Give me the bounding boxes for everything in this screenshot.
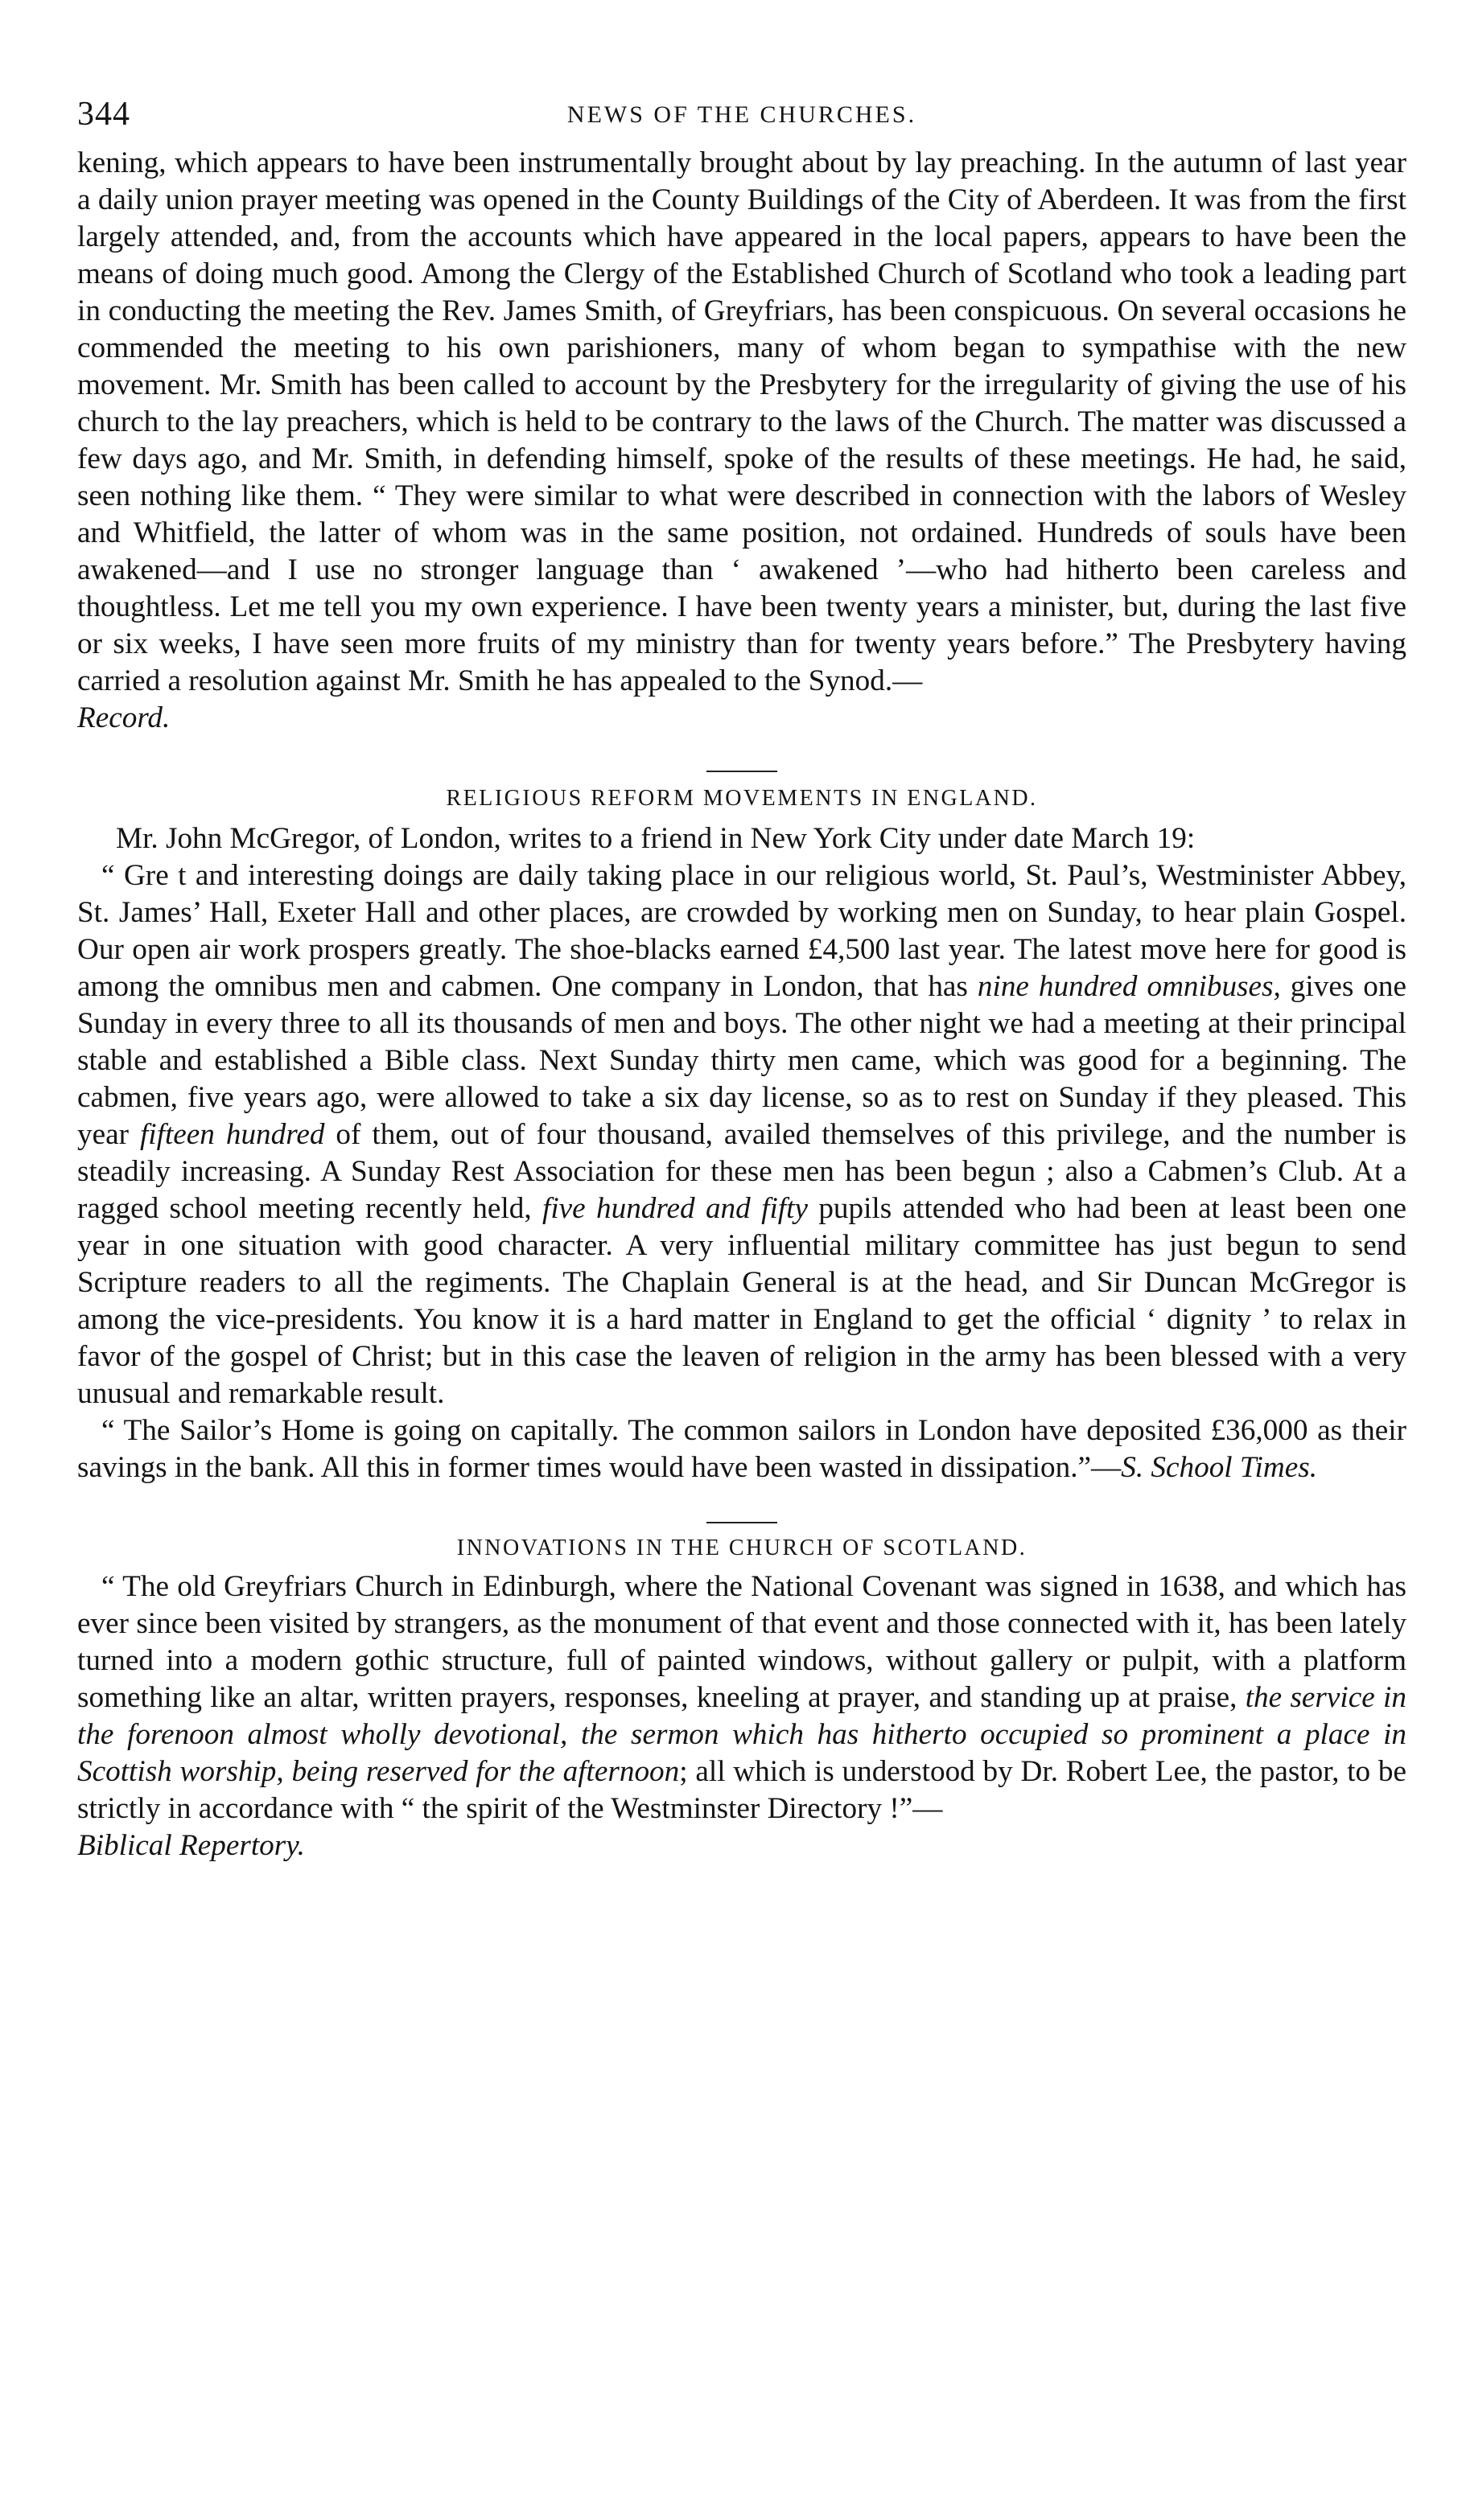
article-paragraph [77, 145, 1406, 737]
paragraph-text: ; all which is understood by Dr. Robert Lee, the pastor, to be strictly in accordance with “ the spirit of the Westminster Directory !”— [77, 1755, 1406, 1825]
page-header [77, 95, 1406, 143]
paragraph-text: “ Gre t and interesting doings are daily taking place in our religious world, St. Paul’s, Westminister Abbey, St. James’ Hall, Exeter Hall and other places, are crowded by working men on Sunday, to hear plain Gospel. Our open air work prospers greatly. The shoe-blacks earned £4,500 last year. The latest move here for good is among the omnibus men and cabmen. One company in London, that has [77, 859, 1406, 1003]
section-heading: RELIGIOUS REFORM MOVEMENTS IN ENGLAND. [446, 786, 1038, 811]
emphasis-text: five hundred and fifty [542, 1192, 808, 1225]
source-citation: Record. [77, 701, 171, 734]
source-citation: Biblical Repertory. [77, 1829, 305, 1862]
page-number: 344 [77, 96, 130, 133]
quoted-paragraph [77, 1568, 1406, 1864]
article-intro: Mr. John McGregor, of London, writes to a friend in New York City under date March 19: [116, 822, 1196, 855]
paragraph-text: kening, which appears to have been instrumentally brought about by lay preaching. In the autumn of last year a daily union prayer meeting was opened in the County Buildings of the City of Aberdeen. It was from the first largely attended, and, from the accounts which have appeared in the local papers, appears to have been the means of doing much good. Among the Clergy of the Established Church of Scotland who took a leading part in conducting the meeting the Rev. James Smith, of Greyfriars, has been conspicuous. On several occasions he commended the meeting to his own parishioners, many of whom began to sympathise with the new movement. Mr. Smith has been called to account by the Presbytery for the irregularity of giving the use of his church to the lay preachers, which is held to be contrary to the laws of the Church. The matter was discussed a few days ago, and Mr. Smith, in defending himself, spoke of the results of these meetings. He had, he said, seen nothing like them. “ They were similar to what were described in connection with the labors of Wesley and Whitfield, the latter of whom was in the same position, not ordained. Hundreds of souls have been awakened—and I use no stronger language than ‘ awakened ’—who had hitherto been careless and thoughtless. Let me tell you my own experience. I have been twenty years a minister, but, during the last five or six weeks, I have seen more fruits of my ministry than for twenty years before.” The Presbytery having carried a resolution against Mr. Smith he has appealed to the Synod.— [77, 146, 1406, 697]
emphasis-text: nine hundred omnibuses, [977, 970, 1281, 1003]
paragraph-text: of them, out of four thousand, availed themselves of this privilege, and the number is steadily increasing. A Sunday Rest Association for these men has been begun ; also a Cabmen’s Club. At a ragged school meeting recently held, [77, 1118, 1407, 1225]
source-citation: S. School Times. [1121, 1451, 1318, 1484]
emphasis-text: the service in the forenoon almost wholly devotional, the sermon which has hitherto occupied so prominent a place in Scottish worship, being reserved for the afternoon [77, 1681, 1406, 1788]
paragraph-text: “ The Sailor’s Home is going on capitally. The common sailors in London have deposited £36,000 as their savings in the bank. All this in former times would have been wasted in dissipation.”— [77, 1414, 1406, 1484]
paragraph-text: gives one Sunday in every three to all its thousands of men and boys. The other night we had a meeting at their principal stable and established a Bible class. Next Sunday thirty men came, which was good for a beginning. The cabmen, five years ago, were allowed to take a six day license, so as to rest on Sunday if they pleased. This year [77, 970, 1406, 1151]
emphasis-text: fifteen hundred [139, 1118, 325, 1151]
quoted-paragraph [77, 1412, 1406, 1486]
paragraph-text: pupils attended who had been at least been one year in one situation with good character. A very influential military committee has just begun to send Scripture readers to all the regiments. The Chaplain General is at the head, and Sir Duncan McGregor is among the vice-presidents. You know it is a hard matter in England to get the official ‘ dignity ’ to relax in favor of the gospel of Christ; but in this case the leaven of religion in the army has been blessed with a very unusual and remarkable result. [77, 1192, 1406, 1410]
section-heading: INNOVATIONS IN THE CHURCH OF SCOTLAND. [456, 1535, 1027, 1560]
section-divider [706, 771, 777, 772]
section-divider [706, 1522, 777, 1523]
document-page [77, 95, 1406, 1864]
quoted-paragraph [77, 857, 1406, 1412]
paragraph-text: “ The old Greyfriars Church in Edinburgh, where the National Covenant was signed in 1638, and which has ever since been visited by strangers, as the monument of that event and those connected with it, has been lately turned into a modern gothic structure, full of painted windows, without gallery or pulpit, with a platform something like an altar, written prayers, responses, kneeling at prayer, and standing up at praise, [77, 1570, 1406, 1714]
running-head: NEWS OF THE CHURCHES. [566, 101, 917, 128]
